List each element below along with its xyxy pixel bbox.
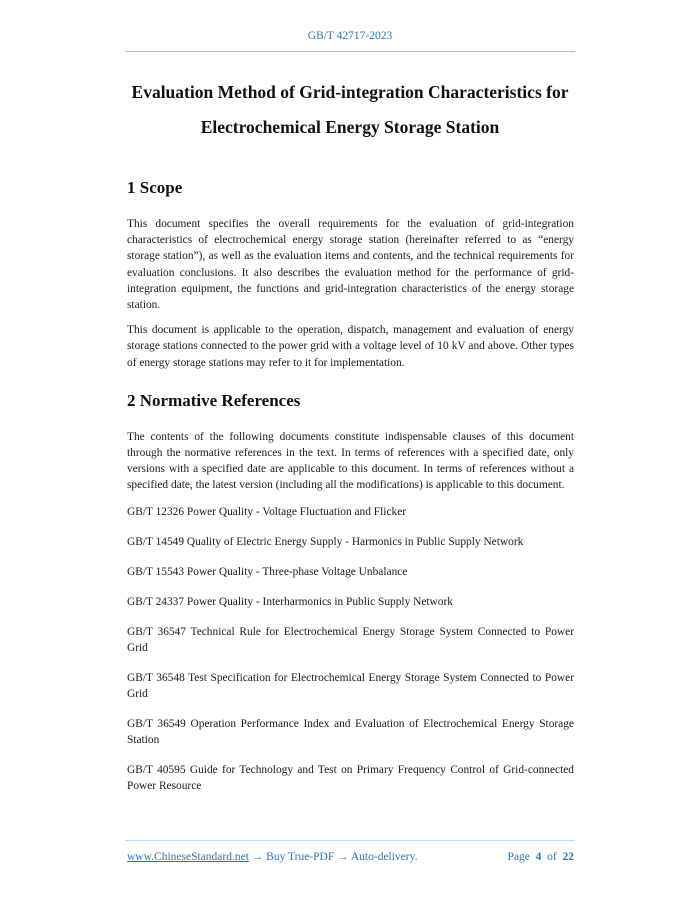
reference-item: GB/T 24337 Power Quality - Interharmonics in Public Supply Network [127, 595, 453, 608]
page-label: Page [507, 851, 530, 863]
document-body [127, 176, 574, 808]
scope-paragraph: This document is applicable to the operation, dispatch, management and evaluation of energy storage stations connected to the power grid with a voltage level of 10 kV and above. Other types of energy storage stations may refer to it for implementation. [127, 324, 574, 369]
reference-item: GB/T 40595 Guide for Technology and Test on Primary Frequency Control of Grid-connected Power Resource [127, 764, 574, 793]
title-line-2: Electrochemical Energy Storage Station [200, 117, 500, 137]
running-header [125, 28, 575, 44]
reference-list [127, 504, 574, 795]
section-heading-scope: 1 Scope [127, 178, 183, 197]
running-footer [127, 849, 574, 865]
standard-code: GB/T 42717-2023 [307, 30, 393, 42]
section-scope [127, 176, 574, 371]
buy-true-pdf-text: Buy True-PDF [266, 851, 335, 863]
section-heading-normative-references: 2 Normative References [127, 390, 301, 410]
normative-references-intro: The contents of the following documents constitute indispensable clauses of this document through the normative references in the text. In terms of references with a specified date, only versions with a specified date are applicable to this document. In terms of references without a specified date, the latest version (including all the modifications) is applicable to this document. [127, 430, 574, 492]
section-normative-references [127, 389, 574, 795]
document-title [110, 75, 590, 145]
reference-item: GB/T 14549 Quality of Electric Energy Supply - Harmonics in Public Supply Network [127, 535, 524, 548]
title-line-1: Evaluation Method of Grid-integration Characteristics for [131, 82, 569, 102]
reference-item: GB/T 36549 Operation Performance Index and Evaluation of Electrochemical Energy Storage Station [127, 718, 574, 747]
reference-item: GB/T 15543 Power Quality - Three-phase Voltage Unbalance [127, 565, 408, 578]
website-link[interactable]: www.ChineseStandard.net [127, 851, 249, 863]
footer-promo [127, 849, 418, 865]
header-divider [125, 51, 575, 52]
total-pages-number: 22 [562, 851, 574, 863]
page-indicator [508, 849, 574, 865]
scope-paragraph: This document specifies the overall requirements for the evaluation of grid-integration characteristics of electrochemical energy storage station (hereinafter referred to as “energy storage station”), as well as the evaluation items and contents, and the technical requirements for evaluation conclusions. It also describes the evaluation method for the performance of grid-integration equipment, the functions and grid-integration characteristics of the energy storage station. [127, 218, 574, 312]
reference-item: GB/T 12326 Power Quality - Voltage Fluctuation and Flicker [127, 505, 407, 518]
footer-divider [125, 840, 575, 841]
arrow-right-icon: → [248, 851, 267, 863]
reference-item: GB/T 36548 Test Specification for Electrochemical Energy Storage System Connected to Power Grid [127, 671, 574, 701]
auto-delivery-text: Auto-delivery. [350, 851, 418, 863]
current-page-number: 4 [535, 851, 542, 863]
arrow-right-icon: → [334, 851, 351, 863]
of-label: of [547, 851, 557, 863]
reference-item: GB/T 36547 Technical Rule for Electrochemical Energy Storage System Connected to Power Grid [127, 625, 574, 654]
